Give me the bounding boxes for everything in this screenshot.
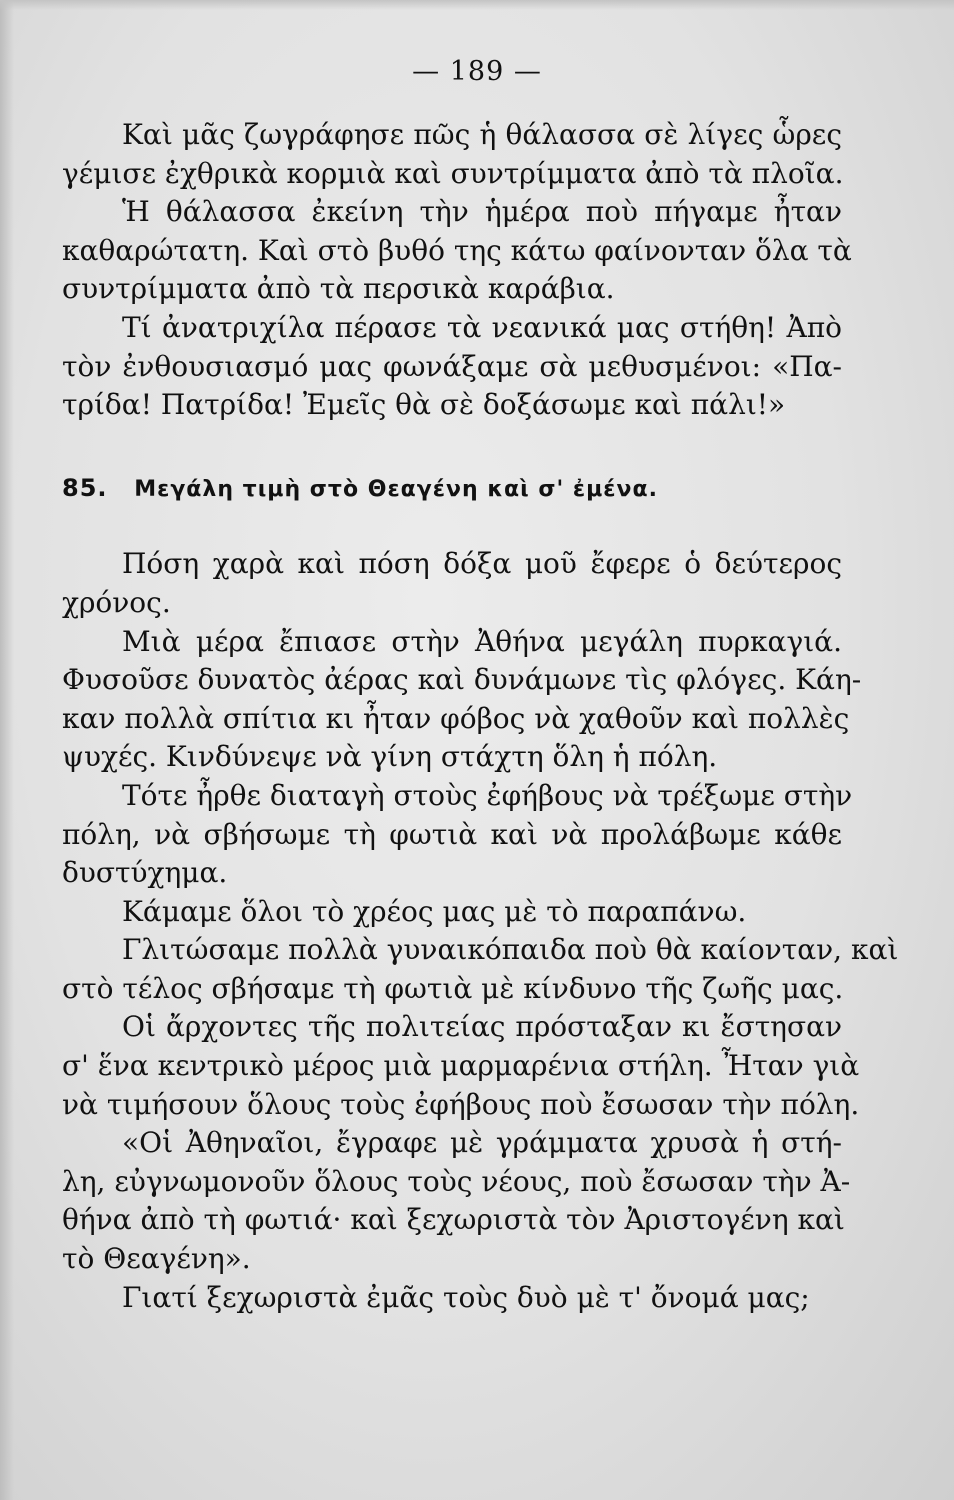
text-line: στὸ τέλος σβήσαμε τὴ φωτιὰ μὲ κίνδυνο τῆς ζωῆς μας. xyxy=(62,971,844,1005)
section-after-heading xyxy=(62,545,899,1317)
text-line: χρόνος. xyxy=(62,585,171,619)
text-line: Φυσοῦσε δυνατὸς ἀέρας καὶ δυνάμωνε τὶς φλόγες. Κάη- xyxy=(62,663,862,697)
text-line: Γιατί ξεχωριστὰ ἐμᾶς τοὺς δυὸ μὲ τ' ὄνομά μας; xyxy=(122,1280,810,1314)
section-heading xyxy=(62,469,842,508)
text-line: δυστύχημα. xyxy=(62,856,228,890)
text-line: λη, εὐγνωμονοῦν ὅλους τοὺς νέους, ποὺ ἔσωσαν τὴν Ἀ- xyxy=(62,1164,851,1198)
text-line: Τότε ἦρθε διαταγὴ στοὺς ἐφήβους νὰ τρέξωμε στὴν xyxy=(122,778,853,812)
section-number: 85. xyxy=(62,473,108,502)
text-line: Γλιτώσαμε πολλὰ γυναικόπαιδα ποὺ θὰ καίονταν, καὶ xyxy=(122,933,899,967)
text-line: καθαρώτατη. Καὶ στὸ βυθό της κάτω φαίνονταν ὅλα τὰ xyxy=(62,233,852,267)
text-line: Πόση χαρὰ καὶ πόση δόξα μοῦ ἔφερε ὁ δεύτερος xyxy=(122,547,842,581)
text-line: Μιὰ μέρα ἔπιασε στὴν Ἀθήνα μεγάλη πυρκαγιά. xyxy=(122,624,842,658)
text-line: Κάμαμε ὅλοι τὸ χρέος μας μὲ τὸ παραπάνω. xyxy=(122,894,747,928)
text-line: καν πολλὰ σπίτια κι ἦταν φόβος νὰ χαθοῦν καὶ πολλὲς xyxy=(62,701,850,735)
text-line: νὰ τιμήσουν ὅλους τοὺς ἐφήβους ποὺ ἔσωσαν τὴν πόλη. xyxy=(62,1087,860,1121)
text-line: Οἱ ἄρχοντες τῆς πολιτείας πρόσταξαν κι ἔστησαν xyxy=(122,1010,842,1044)
text-line: τὸ Θεαγένη». xyxy=(62,1242,251,1276)
text-line: γέμισε ἐχθρικὰ κορμιὰ καὶ συντρίμματα ἀπὸ τὰ πλοῖα. xyxy=(62,156,844,190)
text-line: ψυχές. Κινδύνεψε νὰ γίνη στάχτη ὅλη ἡ πόλη. xyxy=(62,740,718,774)
text-line: Καὶ μᾶς ζωγράφησε πῶς ἡ θάλασσα σὲ λίγες ὧρες xyxy=(122,118,842,151)
page-edge-shadow-top xyxy=(0,0,954,10)
text-line: «Οἱ Ἀθηναῖοι, ἔγραφε μὲ γράμματα χρυσὰ ἡ στή- xyxy=(122,1126,842,1160)
text-line: πόλη, νὰ σβήσωμε τὴ φωτιὰ καὶ νὰ προλάβωμε κάθε xyxy=(62,817,842,851)
text-line: σ' ἕνα κεντρικὸ μέρος μιὰ μαρμαρένια στήλη. Ἦταν γιὰ xyxy=(62,1049,860,1083)
text-line: τρίδα! Πατρίδα! Ἐμεῖς θὰ σὲ δοξάσωμε καὶ πάλι!» xyxy=(62,388,786,422)
page-number: — 189 — xyxy=(412,56,542,87)
page-edge-shadow-left xyxy=(0,0,14,1500)
text-line: συντρίμματα ἀπὸ τὰ περσικὰ καράβια. xyxy=(62,272,615,306)
page-text xyxy=(62,116,899,1317)
text-line: Τί ἀνατριχίλα πέρασε τὰ νεανικά μας στήθη! Ἀπὸ xyxy=(122,310,842,344)
text-line: θήνα ἀπὸ τὴ φωτιά· καὶ ξεχωριστὰ τὸν Ἀριστογένη καὶ xyxy=(62,1203,845,1237)
section-before-heading xyxy=(62,116,852,425)
section-title: Μεγάλη τιμὴ στὸ Θεαγένη καὶ σ' ἐμένα. xyxy=(134,476,658,502)
text-line: τὸν ἐνθουσιασμό μας φωνάξαμε σὰ μεθυσμένοι: «Πα- xyxy=(62,349,842,383)
text-line: Ἡ θάλασσα ἐκείνη τὴν ἡμέρα ποὺ πήγαμε ἦταν xyxy=(122,195,842,229)
